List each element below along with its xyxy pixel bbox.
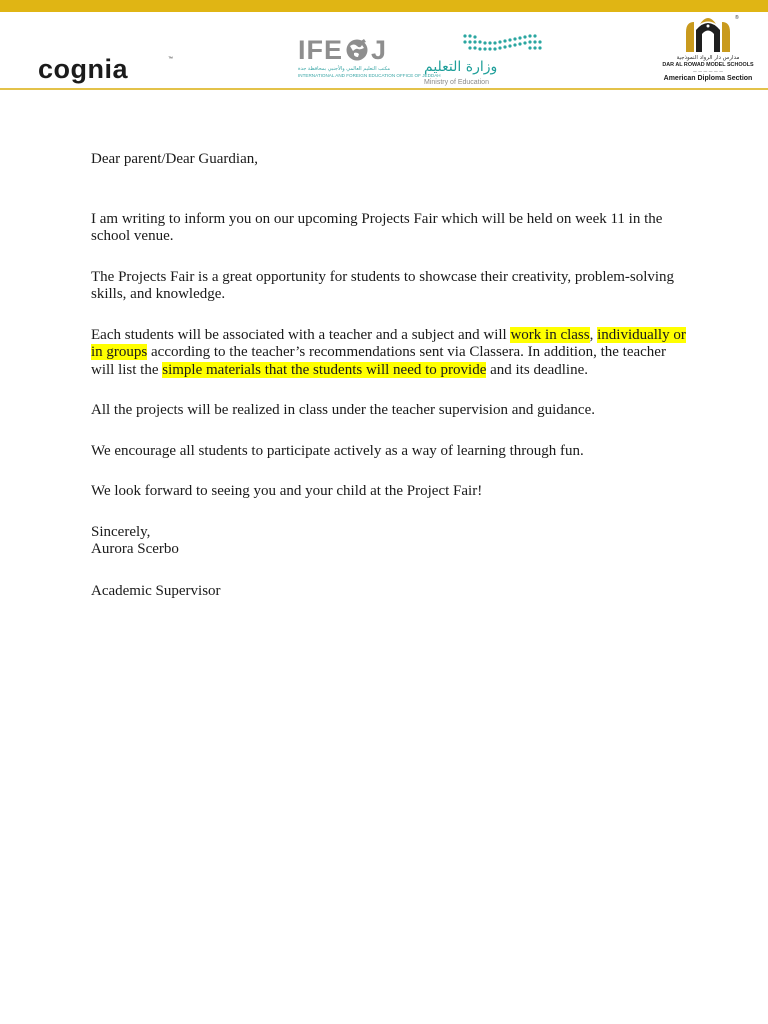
cognia-logo [38,54,173,88]
highlight-individually-or-groups: individually or in groups [91,326,686,360]
ifeoj-wordmark: IFE J [298,35,388,65]
ifeoj-logo [298,35,441,88]
dar-decorative-subline: — — — — — — [692,69,724,74]
moe-arabic-name: وزارة التعليم [424,59,498,75]
moe-dot-pattern-icon [462,33,542,55]
paragraph-opportunity: The Projects Fair is a great opportunity for students to showcase their creativity, problem-solving skills, and knowledge. [91,268,675,302]
instructions-text: Each students will be associated with a teacher and a subject and will [91,326,511,343]
salutation: Dear parent/Dear Guardian, [91,151,258,167]
cognia-logo-text: cognia [38,54,129,84]
highlight-work-in-class: work in class [510,326,590,343]
dar-al-rowad-logo [656,14,760,90]
signature-block [91,524,686,601]
ministry-of-education-logo [424,33,544,89]
svg-text:®: ® [735,15,739,21]
paragraph-encouragement: We encourage all students to participate actively as a way of learning through fun. [91,442,584,459]
ifeoj-english-name: INTERNATIONAL AND FOREIGN EDUCATION OFFICE OF JEDDAH [298,73,441,78]
signer-name: Aurora Scerbo [91,541,179,557]
ifeoj-arabic-name: مكتب التعليم العالمي والأجنبي بمحافظة جدة [298,66,391,72]
letter-body [91,151,686,600]
header-divider [0,88,768,90]
paragraph-instructions [91,327,686,380]
header-accent-bar [0,0,768,12]
school-arch-emblem-icon [678,14,738,54]
closing-word: Sincerely, [91,523,151,540]
paragraph-announcement: I am writing to inform you on our upcoming Projects Fair which will be held on week 11 in the school venue. [91,210,663,244]
moe-english-name: Ministry of Education [424,79,489,86]
instructions-text: , [589,326,598,343]
instructions-text: and its deadline. [486,361,588,378]
highlight-simple-materials: simple materials that the students will need to provide [162,361,487,378]
dar-arabic-name: مدارس دار الرواد النموذجية [676,55,740,61]
trademark-mark: ™ [168,56,173,62]
dar-section-name: American Diploma Section [663,75,753,82]
paragraph-supervision: All the projects will be realized in class under the teacher supervision and guidance. [91,402,595,418]
signer-title: Academic Supervisor [91,582,221,599]
paragraph-closing-wish: We look forward to seeing you and your child at the Project Fair! [91,483,483,499]
globe-icon [345,38,369,62]
instructions-text: according to the teacher’s recommendations sent via Classera. In addition, the teacher will list the [91,344,666,378]
dar-english-name: DAR AL ROWAD MODEL SCHOOLS [662,62,754,68]
